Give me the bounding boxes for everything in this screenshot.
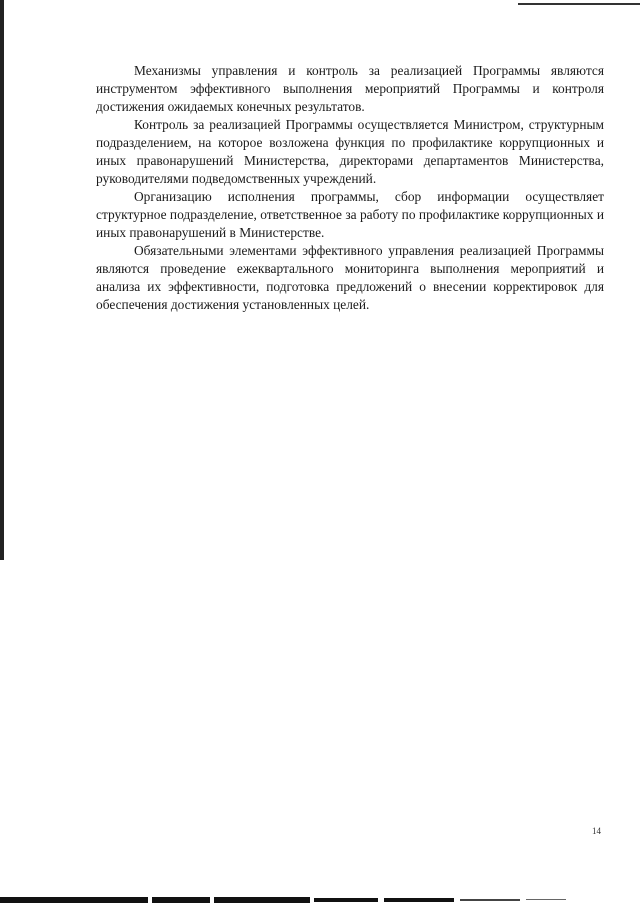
scan-edge-left	[0, 0, 4, 560]
page-number: 14	[592, 826, 601, 836]
paragraph-mechanisms: Механизмы управления и контроль за реализацией Программы являются инструментом эффективного выполнения мероприятий Программы и контроля достижения ожидаемых конечных результатов.	[96, 63, 604, 114]
scan-edge-top	[518, 3, 640, 5]
paragraph-mandatory-elements: Обязательными элементами эффективного управления реализацией Программы являются проведение ежеквартального мониторинга выполнения мероприятий и анализа их эффективности, подготовка предложений о внесении корректировок для обеспечения достижения установленных целей.	[96, 243, 604, 312]
document-body	[96, 62, 604, 314]
paragraph-organization: Организацию исполнения программы, сбор информации осуществляет структурное подразделение, ответственное за работу по профилактике коррупционных и иных правонарушений в Министерстве.	[96, 189, 604, 240]
paragraph-control: Контроль за реализацией Программы осуществляется Министром, структурным подразделением, на которое возложена функция по профилактике коррупционных и иных правонарушений Министерства, директорами департаментов Министерства, руководителями подведомственных учреждений.	[96, 117, 604, 186]
scan-edge-bottom	[0, 896, 640, 905]
